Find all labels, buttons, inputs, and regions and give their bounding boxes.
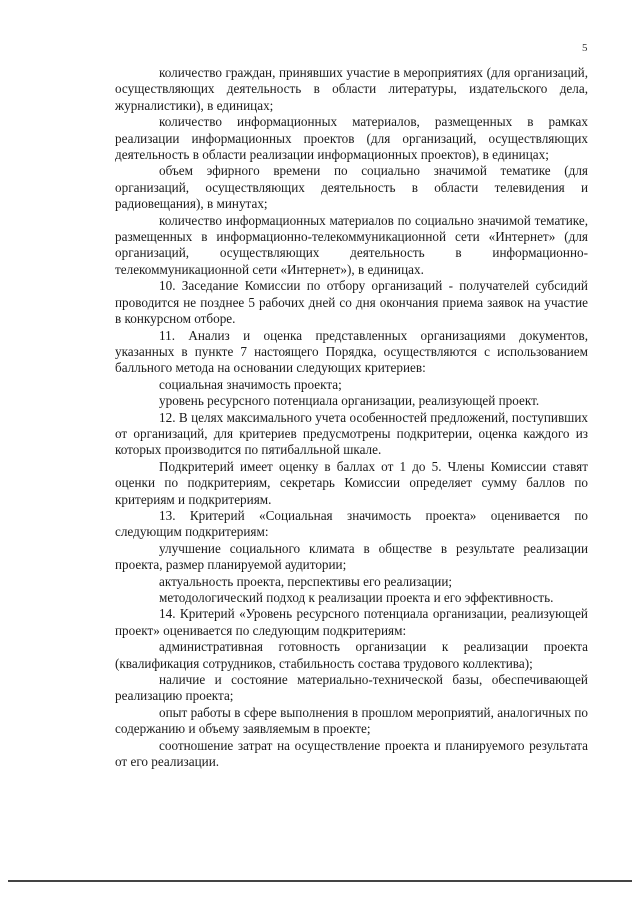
paragraph: социальная значимость проекта;	[159, 376, 342, 392]
page-number: 5	[582, 42, 588, 54]
paragraph: методологический подход к реализации проекта и его эффективность.	[159, 590, 554, 605]
paragraph: объем эфирного времени по социально значимой тематике (для организаций, осуществляющих деятельность в области телевидения и радиовещания), в минутах;	[115, 163, 588, 212]
paragraph: 13. Критерий «Социальная значимость проекта» оценивается по следующим подкритериям:	[115, 507, 588, 540]
paragraph: актуальность проекта, перспективы его реализации;	[159, 573, 453, 589]
paragraph: количество информационных материалов, размещенных в рамках реализации информационных проектов (для организаций, осуществляющих деятельность в области реализации информационных проектов), в единицах;	[115, 114, 588, 163]
paragraph: уровень ресурсного потенциала организации, реализующей проект.	[159, 393, 540, 409]
paragraph: количество граждан, принявших участие в мероприятиях (для организаций, осуществляющих деятельность в области литературы, издательского дела, журналистики), в единицах;	[115, 65, 588, 113]
paragraph: 11. Анализ и оценка представленных организациями документов, указанных в пункте 7 настоящего Порядка, осуществляются с использованием балльного метода на основании следующих критериев:	[115, 327, 588, 376]
paragraph: 14. Критерий «Уровень ресурсного потенциала организации, реализующей проект» оценивается по следующим подкритериям:	[115, 606, 588, 638]
paragraph: наличие и состояние материально-технической базы, обеспечивающей реализацию проекта;	[115, 672, 588, 704]
paragraph: 10. Заседание Комиссии по отбору организаций - получателей субсидий проводится не позднее 5 рабочих дней со дня окончания приема заявок на участие в конкурсном отборе.	[115, 278, 588, 327]
paragraph: 12. В целях максимального учета особенностей предложений, поступивших от организаций, для критериев предусмотрены подкритерии, оценка каждого из которых производится по пятибалльной шкале.	[115, 409, 588, 458]
paragraph: Подкритерий имеет оценку в баллах от 1 до 5. Члены Комиссии ставят оценки по подкритериям, секретарь Комиссии определяет сумму баллов по критериям и подкритериям.	[115, 458, 588, 507]
page-bottom-rule	[8, 880, 632, 882]
paragraph: улучшение социального климата в обществе в результате реализации проекта, размер планируемой аудитории;	[115, 540, 588, 573]
paragraph: опыт работы в сфере выполнения в прошлом мероприятий, аналогичных по содержанию и объему заявляемым в проекте;	[115, 704, 588, 737]
paragraph: административная готовность организации к реализации проекта (квалификация сотрудников, стабильность состава трудового коллектива);	[115, 639, 588, 671]
document-body	[115, 65, 588, 770]
paragraph: количество информационных материалов по социально значимой тематике, размещенных в информационно-телекоммуникационной сети «Интернет» (для организаций, осуществляющих деятельность в информационно-телекоммуникационной сети «Интернет»), в единицах.	[115, 212, 588, 277]
paragraph: соотношение затрат на осуществление проекта и планируемого результата от его реализации.	[115, 737, 588, 770]
